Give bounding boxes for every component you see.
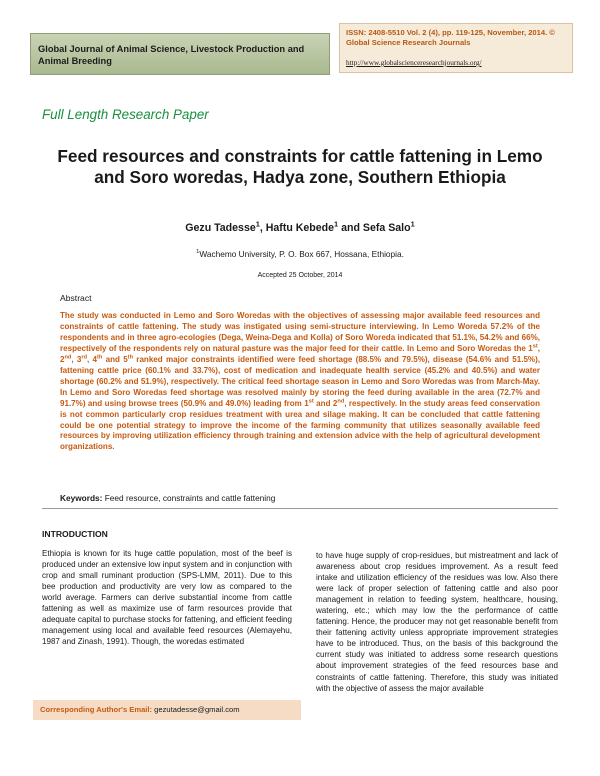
affiliation bbox=[0, 249, 600, 259]
abstract-heading: Abstract bbox=[60, 293, 92, 303]
affiliation-marker: 1 bbox=[255, 219, 260, 229]
affiliation-marker: 1 bbox=[410, 219, 415, 229]
keywords-text: Feed resource, constraints and cattle fattening bbox=[102, 493, 276, 503]
affiliation-marker: 1 bbox=[196, 249, 200, 256]
corresponding-author-box bbox=[33, 700, 301, 720]
journal-title: Global Journal of Animal Science, Livestock Production and Animal Breeding bbox=[38, 44, 305, 66]
affiliation-text: Wachemo University, P. O. Box 667, Hossana, Ethiopia. bbox=[199, 249, 404, 259]
issn-line: ISSN: 2408-5510 Vol. 2 (4), pp. 119-125, November, 2014. © Global Science Research Journals bbox=[346, 28, 555, 47]
affiliation-marker: 1 bbox=[334, 219, 339, 229]
introduction-heading: INTRODUCTION bbox=[42, 529, 108, 539]
journal-url-link[interactable]: http://www.globalscienceresearchjournals.org/ bbox=[346, 58, 482, 67]
section-divider bbox=[42, 508, 558, 509]
accepted-date: Accepted 25 October, 2014 bbox=[257, 272, 343, 279]
author-name: Haftu Kebede bbox=[265, 222, 335, 234]
introduction-left-column: Ethiopia is known for its huge cattle population, most of the beef is produced under an extensive low input system and in conjunction with crop and small ruminant production (SPS-LMM, 2011). Due to this bee production and productivity are very low as compared to the world average. Farmers can derive substantial income from cattle fattening as well as maximize use of farm resources provide that adequate capital to purchase stocks for fattening, and efficient feeding management using local and available feed resources (Alemayehu, 1987 and Zinash, 1991). Though, the woredas estimated bbox=[42, 549, 292, 647]
journal-info-box bbox=[339, 23, 573, 73]
journal-banner bbox=[30, 33, 330, 75]
author-name: Sefa Salo bbox=[362, 222, 411, 234]
author-separator: and bbox=[338, 222, 363, 234]
author-list bbox=[0, 219, 600, 234]
keywords bbox=[60, 493, 275, 503]
author-name: Gezu Tadesse bbox=[185, 222, 256, 234]
introduction-right-column: to have huge supply of crop-residues, but mistreatment and lack of awareness about crop residues improvement. As a result feed intake and utilization efficiency of the residues was low. Also there were lack of proper selection of fattening cattle and also poor management in relation to feeding system, healthcare, housing, watering, etc.; which may low the the performance of cattle fattening. Hence, the producer may not get reasonable benefit from their fattening activity unless appropriate improvement strategies have to be introduced. Thus, on the basis of this background the current study was initiated to address some research questions about improvement strategies of the feed resources base and constraints of cattle fattening. Therefore, this study was initiated with the objective of assess the major available bbox=[316, 551, 558, 693]
keywords-label: Keywords: bbox=[60, 493, 103, 503]
author-separator: , bbox=[259, 222, 266, 234]
paper-type-label: Full Length Research Paper bbox=[42, 107, 209, 122]
paper-title: Feed resources and constraints for cattle fattening in Lemo and Soro woredas, Hadya zone, Southern Ethiopia bbox=[57, 146, 543, 187]
corresponding-email[interactable]: gezutadesse@gmail.com bbox=[152, 705, 240, 714]
abstract-body: The study was conducted in Lemo and Soro Woredas with the objectives of assessing major available feed resources and constraints of cattle fattening. The study was instigated using semi-structure interviewing. In Lemo Woreda 57.2% of the respondents and in three agro-ecologies (Dega, Weina-Dega and Kolla) of Soro Woreda indicated that 51.1%, 54.2% and 66%, respectively of the respondents rely on natural pasture was the major feed for their cattle. In Lemo and Soro Woredas the 1st, 2nd, 3rd, 4th and 5th ranked major constraints identified were feed shortage (88.5% and 79.5%), disease (54.6% and 51.5%), fattening cattle price (60.1% and 33.7%), cost of medication and inadequate health service (45.2% and 40.5%) and water shortage (60.2% and 51.9%), respectively. The critical feed shortage season in Lemo and Soro Woredas was from March-May. In Lemo and Soro Woredas feed shortage was resolved mainly by storing the feed during available in the area (72.7% and 91.7%) and using browse trees (50.9% and 49.0%) leading from 1st and 2nd, respectively. In the study areas feed conservation is not common particularly crop residues treatment with urea and silage making. It can be concluded that cattle fattening could be one potential strategy to improve the income of the farming community that utilizes seasonally available feed resources by improving utilization efficiency through training and extension advice with the help of agricultural development organizations. bbox=[60, 311, 540, 452]
corresponding-label: Corresponding Author's Email: bbox=[40, 705, 153, 714]
